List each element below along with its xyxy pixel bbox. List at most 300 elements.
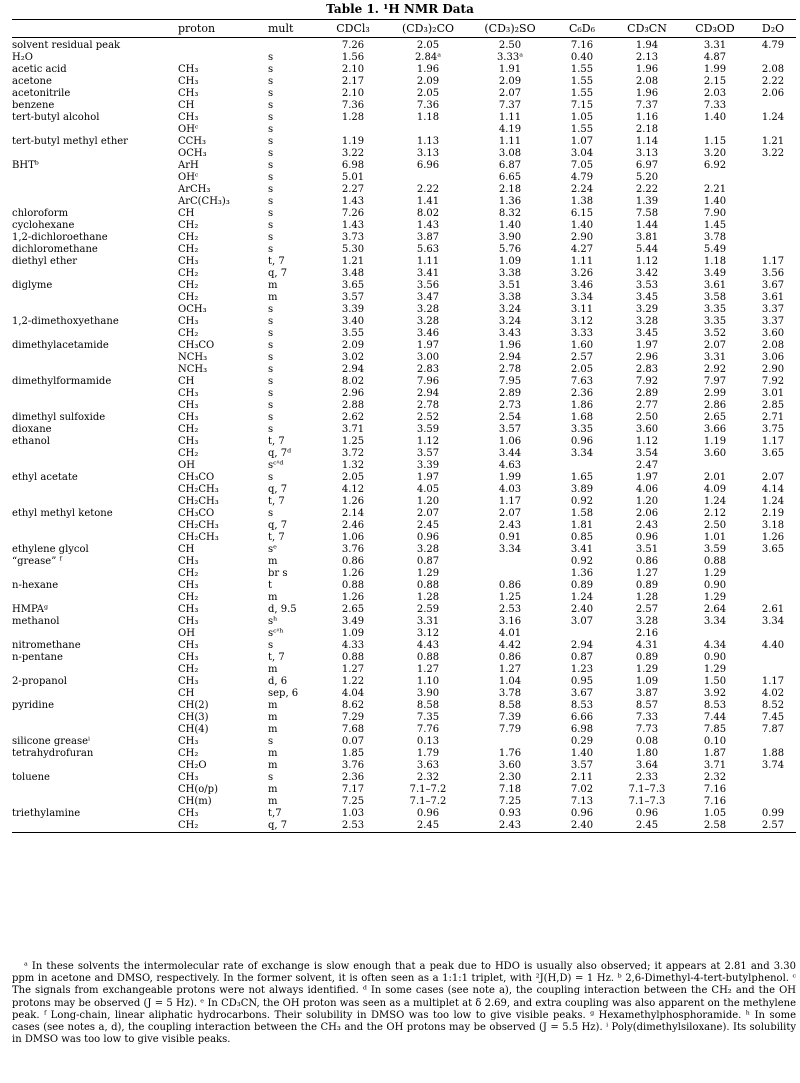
cell-dmso-d6: 1.17: [498, 496, 522, 507]
table-row: [12, 172, 796, 184]
cell-d2o: 1.24: [761, 112, 785, 123]
cell-cdcl3: 2.94: [341, 364, 365, 375]
cell-acetone-d6: 0.88: [416, 652, 440, 663]
cell-cdcl3: 3.39: [341, 304, 365, 315]
cell-d2o: 2.71: [761, 412, 785, 423]
header-dmso-d6: (CD₃)₂SO: [470, 20, 550, 38]
cell-methanol-d4: 0.90: [703, 580, 727, 591]
cell-compound: dimethylformamide: [12, 376, 112, 387]
cell-cdcl3: 3.49: [341, 616, 365, 627]
table-row: [12, 112, 796, 124]
cell-dmso-d6: 2.43: [498, 520, 522, 531]
cell-benzene-d6: 3.46: [570, 280, 594, 291]
cell-proton: CH₃: [178, 640, 199, 651]
cell-cdcl3: 7.26: [341, 208, 365, 219]
cell-acetone-d6: 3.00: [416, 352, 440, 363]
cell-benzene-d6: 3.57: [570, 760, 594, 771]
table-row: [12, 616, 796, 628]
cell-cdcl3: 1.43: [341, 220, 365, 231]
cell-acetone-d6: 3.12: [416, 628, 440, 639]
cell-mult: s: [268, 736, 274, 747]
cell-benzene-d6: 1.55: [570, 88, 594, 99]
cell-acetone-d6: 2.05: [416, 40, 440, 51]
cell-acetonitrile-d3: 1.16: [635, 112, 659, 123]
cell-cdcl3: 3.55: [341, 328, 365, 339]
cell-compound: [12, 172, 178, 184]
cell-acetone-d6: 1.97: [416, 340, 440, 351]
cell-benzene-d6: 7.13: [570, 796, 594, 807]
cell-dmso-d6: 1.36: [498, 196, 522, 207]
cell-benzene-d6: 7.02: [570, 784, 594, 795]
cell-benzene-d6: 0.40: [570, 52, 594, 63]
cell-cdcl3: 2.62: [341, 412, 365, 423]
cell-d2o: 3.65: [761, 448, 785, 459]
cell-mult: s: [268, 184, 274, 195]
cell-cdcl3: 7.68: [341, 724, 365, 735]
cell-acetone-d6: 1.96: [416, 64, 440, 75]
cell-compound: [12, 568, 178, 580]
cell-compound: [12, 448, 178, 460]
cell-proton: CH₃: [178, 556, 199, 567]
cell-compound: diglyme: [12, 280, 53, 291]
cell-proton: CH: [178, 208, 195, 219]
cell-cdcl3: 5.30: [341, 244, 365, 255]
cell-proton: CH₃: [178, 412, 199, 423]
cell-compound: dioxane: [12, 424, 52, 435]
cell-benzene-d6: [550, 460, 614, 472]
table-row: [12, 496, 796, 508]
cell-benzene-d6: 0.89: [570, 580, 594, 591]
cell-mult: s: [268, 136, 274, 147]
cell-compound: [12, 304, 178, 316]
cell-mult: m: [268, 280, 278, 291]
cell-d2o: [750, 208, 796, 220]
cell-acetone-d6: 3.39: [416, 460, 440, 471]
cell-mult: m: [268, 292, 278, 303]
cell-acetone-d6: 6.96: [416, 160, 440, 171]
cell-acetonitrile-d3: 3.51: [635, 544, 659, 555]
cell-dmso-d6: 3.44: [498, 448, 522, 459]
cell-mult: m: [268, 664, 278, 675]
cell-mult: s: [268, 472, 274, 483]
cell-benzene-d6: 1.68: [570, 412, 594, 423]
cell-benzene-d6: 1.58: [570, 508, 594, 519]
cell-mult: s: [268, 508, 274, 519]
table-row: [12, 664, 796, 676]
cell-acetonitrile-d3: 1.44: [635, 220, 659, 231]
cell-methanol-d4: 1.87: [703, 748, 727, 759]
cell-methanol-d4: 2.64: [703, 604, 727, 615]
cell-d2o: 2.90: [761, 364, 785, 375]
cell-dmso-d6: 1.11: [498, 136, 522, 147]
cell-cdcl3: 7.17: [341, 784, 365, 795]
cell-d2o: [750, 580, 796, 592]
header-mult: mult: [268, 20, 320, 38]
cell-acetonitrile-d3: 0.89: [635, 580, 659, 591]
cell-methanol-d4: 3.78: [703, 232, 727, 243]
table-row: [12, 520, 796, 532]
cell-proton: CH₂: [178, 328, 199, 339]
cell-acetonitrile-d3: 3.53: [635, 280, 659, 291]
cell-acetonitrile-d3: 6.97: [635, 160, 659, 171]
cell-methanol-d4: 4.34: [703, 640, 727, 651]
cell-proton: CH₂CH₃: [178, 484, 219, 495]
cell-methanol-d4: 2.92: [703, 364, 727, 375]
cell-compound: cyclohexane: [12, 220, 75, 231]
table-row: [12, 604, 796, 616]
cell-benzene-d6: 3.89: [570, 484, 594, 495]
cell-proton: CH₂: [178, 220, 199, 231]
cell-benzene-d6: [550, 628, 614, 640]
cell-methanol-d4: 3.34: [703, 616, 727, 627]
cell-benzene-d6: 1.38: [570, 196, 594, 207]
cell-mult: s: [268, 100, 274, 111]
cell-cdcl3: 8.62: [341, 700, 365, 711]
cell-benzene-d6: 0.96: [570, 436, 594, 447]
cell-mult: s: [268, 160, 274, 171]
cell-acetone-d6: 2.45: [386, 820, 470, 833]
table-row: [12, 88, 796, 100]
cell-acetonitrile-d3: 7.58: [635, 208, 659, 219]
cell-methanol-d4: 4.87: [703, 52, 727, 63]
cell-d2o: 2.07: [761, 472, 785, 483]
cell-mult: sᶜ'ʰ: [268, 628, 284, 639]
table-row: [12, 700, 796, 712]
cell-methanol-d4: 2.58: [680, 820, 750, 833]
cell-dmso-d6: 2.07: [498, 88, 522, 99]
cell-cdcl3: 2.27: [341, 184, 365, 195]
cell-acetonitrile-d3: 0.96: [635, 532, 659, 543]
cell-mult: s: [268, 304, 274, 315]
cell-cdcl3: 3.57: [341, 292, 365, 303]
cell-mult: m: [268, 796, 278, 807]
cell-cdcl3: 3.65: [341, 280, 365, 291]
cell-acetonitrile-d3: 1.12: [635, 436, 659, 447]
cell-cdcl3: 3.73: [341, 232, 365, 243]
cell-dmso-d6: 4.01: [498, 628, 522, 639]
cell-cdcl3: 0.88: [341, 580, 365, 591]
cell-dmso-d6: 1.40: [498, 220, 522, 231]
cell-dmso-d6: 3.08: [498, 148, 522, 159]
cell-acetonitrile-d3: 1.39: [635, 196, 659, 207]
cell-acetone-d6: 2.94: [416, 388, 440, 399]
cell-benzene-d6: 3.34: [570, 448, 594, 459]
cell-proton: CH₃: [178, 772, 199, 783]
cell-acetonitrile-d3: 3.87: [635, 688, 659, 699]
cell-acetonitrile-d3: 3.45: [635, 328, 659, 339]
cell-dmso-d6: 1.91: [498, 64, 522, 75]
cell-acetonitrile-d3: 2.57: [635, 604, 659, 615]
cell-dmso-d6: 2.50: [498, 40, 522, 51]
table-row: [12, 532, 796, 544]
cell-methanol-d4: 5.49: [703, 244, 727, 255]
cell-benzene-d6: 0.92: [570, 496, 594, 507]
cell-acetone-d6: 0.13: [416, 736, 440, 747]
cell-methanol-d4: 3.66: [703, 424, 727, 435]
cell-dmso-d6: [470, 736, 550, 748]
table-row: [12, 364, 796, 376]
header-d2o: D₂O: [750, 20, 796, 38]
cell-cdcl3: 8.02: [341, 376, 365, 387]
cell-d2o: 1.17: [761, 256, 785, 267]
table-row: [12, 76, 796, 88]
cell-dmso-d6: 3.38: [498, 292, 522, 303]
cell-benzene-d6: 0.92: [570, 556, 594, 567]
cell-acetone-d6: 7.96: [416, 376, 440, 387]
cell-mult: q, 7: [268, 484, 288, 495]
cell-methanol-d4: 0.88: [703, 556, 727, 567]
cell-benzene-d6: 1.07: [570, 136, 594, 147]
cell-acetone-d6: 7.1–7.2: [409, 796, 447, 807]
cell-methanol-d4: 4.09: [703, 484, 727, 495]
cell-d2o: 3.22: [761, 148, 785, 159]
cell-acetonitrile-d3: 1.12: [635, 256, 659, 267]
cell-methanol-d4: 1.45: [703, 220, 727, 231]
cell-methanol-d4: [680, 172, 750, 184]
cell-cdcl3: 7.36: [341, 100, 365, 111]
cell-methanol-d4: 1.29: [703, 664, 727, 675]
cell-dmso-d6: 1.04: [498, 676, 522, 687]
cell-acetonitrile-d3: 2.18: [635, 124, 659, 135]
cell-compound: acetic acid: [12, 64, 67, 75]
cell-cdcl3: 1.56: [341, 52, 365, 63]
cell-methanol-d4: 1.29: [703, 568, 727, 579]
table-row: [12, 724, 796, 736]
cell-cdcl3: 2.17: [341, 76, 365, 87]
cell-benzene-d6: 3.41: [570, 544, 594, 555]
cell-acetone-d6: 2.45: [416, 520, 440, 531]
cell-acetone-d6: 3.56: [416, 280, 440, 291]
cell-methanol-d4: [680, 628, 750, 640]
cell-cdcl3: 2.96: [341, 388, 365, 399]
cell-d2o: [750, 232, 796, 244]
cell-benzene-d6: 0.29: [570, 736, 594, 747]
cell-acetonitrile-d3: 3.54: [635, 448, 659, 459]
cell-acetonitrile-d3: 3.28: [635, 316, 659, 327]
cell-d2o: 2.08: [761, 64, 785, 75]
table-row: [12, 352, 796, 364]
cell-mult: s: [268, 172, 274, 183]
cell-methanol-d4: 3.35: [703, 304, 727, 315]
cell-benzene-d6: 7.15: [570, 100, 594, 111]
cell-acetonitrile-d3: 3.81: [635, 232, 659, 243]
cell-methanol-d4: 3.58: [703, 292, 727, 303]
cell-methanol-d4: 2.07: [703, 340, 727, 351]
cell-methanol-d4: 2.15: [703, 76, 727, 87]
cell-benzene-d6: 2.57: [570, 352, 594, 363]
cell-acetonitrile-d3: 4.06: [635, 484, 659, 495]
cell-cdcl3: 1.25: [341, 436, 365, 447]
cell-cdcl3: 3.40: [341, 316, 365, 327]
cell-acetonitrile-d3: 1.28: [635, 592, 659, 603]
cell-acetone-d6: 1.20: [416, 496, 440, 507]
cell-mult: t: [268, 580, 273, 591]
cell-benzene-d6: 1.55: [570, 64, 594, 75]
table-row: [12, 184, 796, 196]
cell-acetone-d6: 3.63: [416, 760, 440, 771]
cell-cdcl3: 3.02: [341, 352, 365, 363]
cell-compound: ethylene glycol: [12, 544, 89, 555]
cell-acetonitrile-d3: 5.44: [635, 244, 659, 255]
cell-dmso-d6: 7.79: [498, 724, 522, 735]
cell-methanol-d4: 3.60: [703, 448, 727, 459]
cell-dmso-d6: 1.11: [498, 112, 522, 123]
cell-acetonitrile-d3: 7.37: [635, 100, 659, 111]
cell-acetonitrile-d3: 3.29: [635, 304, 659, 315]
cell-acetone-d6: 7.76: [416, 724, 440, 735]
cell-proton: CH₂: [178, 568, 199, 579]
cell-benzene-d6: 8.53: [570, 700, 594, 711]
cell-benzene-d6: 3.67: [570, 688, 594, 699]
cell-methanol-d4: 1.01: [703, 532, 727, 543]
cell-dmso-d6: 2.53: [498, 604, 522, 615]
cell-dmso-d6: 7.39: [498, 712, 522, 723]
cell-mult: s: [268, 124, 274, 135]
cell-dmso-d6: 2.18: [498, 184, 522, 195]
cell-acetonitrile-d3: 2.83: [635, 364, 659, 375]
cell-dmso-d6: 3.43: [498, 328, 522, 339]
cell-dmso-d6: 2.78: [498, 364, 522, 375]
cell-methanol-d4: 2.03: [703, 88, 727, 99]
cell-proton: CH₂: [178, 280, 199, 291]
cell-compound: [12, 592, 178, 604]
cell-proton: CH(o/p): [178, 784, 218, 795]
cell-acetone-d6: 0.87: [416, 556, 440, 567]
cell-benzene-d6: 1.65: [570, 472, 594, 483]
cell-compound: silicone greaseⁱ: [12, 736, 91, 747]
cell-proton: CH: [178, 688, 195, 699]
cell-acetonitrile-d3: 2.13: [635, 52, 659, 63]
cell-acetone-d6: 7.1–7.2: [409, 784, 447, 795]
cell-d2o: 7.87: [761, 724, 785, 735]
cell-compound: ethyl acetate: [12, 472, 78, 483]
table-row: [12, 124, 796, 136]
cell-proton: CH₃CO: [178, 472, 215, 483]
table-row: [12, 688, 796, 700]
cell-d2o: 2.08: [761, 340, 785, 351]
cell-d2o: 1.26: [761, 532, 785, 543]
table-row: [12, 244, 796, 256]
cell-cdcl3: 1.03: [341, 808, 365, 819]
cell-mult: q, 7: [268, 820, 320, 833]
cell-proton: OH: [178, 460, 195, 471]
cell-d2o: 3.34: [761, 616, 785, 627]
cell-dmso-d6: 1.76: [498, 748, 522, 759]
cell-benzene-d6: 3.12: [570, 316, 594, 327]
cell-dmso-d6: 7.18: [498, 784, 522, 795]
cell-acetone-d6: 3.87: [416, 232, 440, 243]
cell-dmso-d6: 6.65: [498, 172, 522, 183]
cell-d2o: 1.21: [761, 136, 785, 147]
cell-mult: sʰ: [268, 616, 278, 627]
cell-d2o: [750, 52, 796, 64]
cell-compound: [12, 688, 178, 700]
cell-compound: BHTᵇ: [12, 160, 39, 171]
cell-benzene-d6: 7.05: [570, 160, 594, 171]
cell-benzene-d6: 2.40: [570, 604, 594, 615]
cell-benzene-d6: 2.36: [570, 388, 594, 399]
cell-compound: [12, 760, 178, 772]
cell-dmso-d6: 0.86: [498, 580, 522, 591]
cell-proton: CH₃: [178, 436, 199, 447]
cell-benzene-d6: 2.90: [570, 232, 594, 243]
cell-benzene-d6: 2.11: [570, 772, 594, 783]
cell-proton: ArH: [178, 160, 199, 171]
cell-dmso-d6: 2.30: [498, 772, 522, 783]
table-row: [12, 472, 796, 484]
cell-mult: s: [268, 208, 274, 219]
cell-d2o: [750, 172, 796, 184]
cell-dmso-d6: 3.60: [498, 760, 522, 771]
cell-cdcl3: 2.88: [341, 400, 365, 411]
cell-mult: s: [268, 424, 274, 435]
cell-methanol-d4: 3.49: [703, 268, 727, 279]
cell-cdcl3: 6.98: [341, 160, 365, 171]
cell-mult: m: [268, 748, 278, 759]
cell-proton: CH₃: [178, 388, 199, 399]
cell-cdcl3: 2.10: [341, 88, 365, 99]
cell-dmso-d6: 3.24: [498, 304, 522, 315]
cell-acetone-d6: 3.59: [416, 424, 440, 435]
cell-methanol-d4: 2.86: [703, 400, 727, 411]
cell-d2o: 7.92: [761, 376, 785, 387]
cell-d2o: [750, 556, 796, 568]
cell-cdcl3: 5.01: [341, 172, 365, 183]
cell-methanol-d4: 3.71: [703, 760, 727, 771]
cell-proton: CH₂: [178, 664, 199, 675]
cell-proton: CH: [178, 376, 195, 387]
footnotes: [12, 961, 796, 1046]
cell-dmso-d6: 3.78: [498, 688, 522, 699]
cell-dmso-d6: 3.24: [498, 316, 522, 327]
cell-acetone-d6: 5.63: [416, 244, 440, 255]
cell-benzene-d6: 2.24: [570, 184, 594, 195]
cell-acetone-d6: 1.13: [416, 136, 440, 147]
cell-proton: CH(3): [178, 712, 209, 723]
cell-mult: s: [268, 376, 274, 387]
cell-d2o: [750, 184, 796, 196]
cell-acetonitrile-d3: 7.73: [635, 724, 659, 735]
cell-dmso-d6: 2.07: [498, 508, 522, 519]
cell-compound: [12, 712, 178, 724]
cell-acetonitrile-d3: 2.06: [635, 508, 659, 519]
cell-benzene-d6: 4.27: [570, 244, 594, 255]
cell-dmso-d6: 7.25: [498, 796, 522, 807]
cell-acetone-d6: 3.90: [416, 688, 440, 699]
table-row: [12, 808, 796, 820]
cell-methanol-d4: 1.15: [703, 136, 727, 147]
cell-acetone-d6: [386, 172, 470, 184]
table-row: [12, 760, 796, 772]
cell-d2o: 3.37: [761, 304, 785, 315]
cell-d2o: 8.52: [761, 700, 785, 711]
cell-cdcl3: 2.10: [341, 64, 365, 75]
cell-mult: q, 7ᵈ: [268, 448, 292, 459]
cell-methanol-d4: 2.99: [703, 388, 727, 399]
cell-acetonitrile-d3: 2.16: [635, 628, 659, 639]
cell-proton: [178, 52, 268, 64]
cell-mult: m: [268, 592, 278, 603]
cell-compound: [12, 292, 178, 304]
cell-acetone-d6: 2.59: [416, 604, 440, 615]
cell-proton: CH₂: [178, 292, 199, 303]
table-row: [12, 580, 796, 592]
cell-proton: CH₃: [178, 736, 199, 747]
cell-acetone-d6: 3.13: [416, 148, 440, 159]
cell-proton: ArC(CH₃)₃: [178, 196, 230, 207]
cell-methanol-d4: 2.32: [703, 772, 727, 783]
cell-compound: [12, 820, 178, 833]
